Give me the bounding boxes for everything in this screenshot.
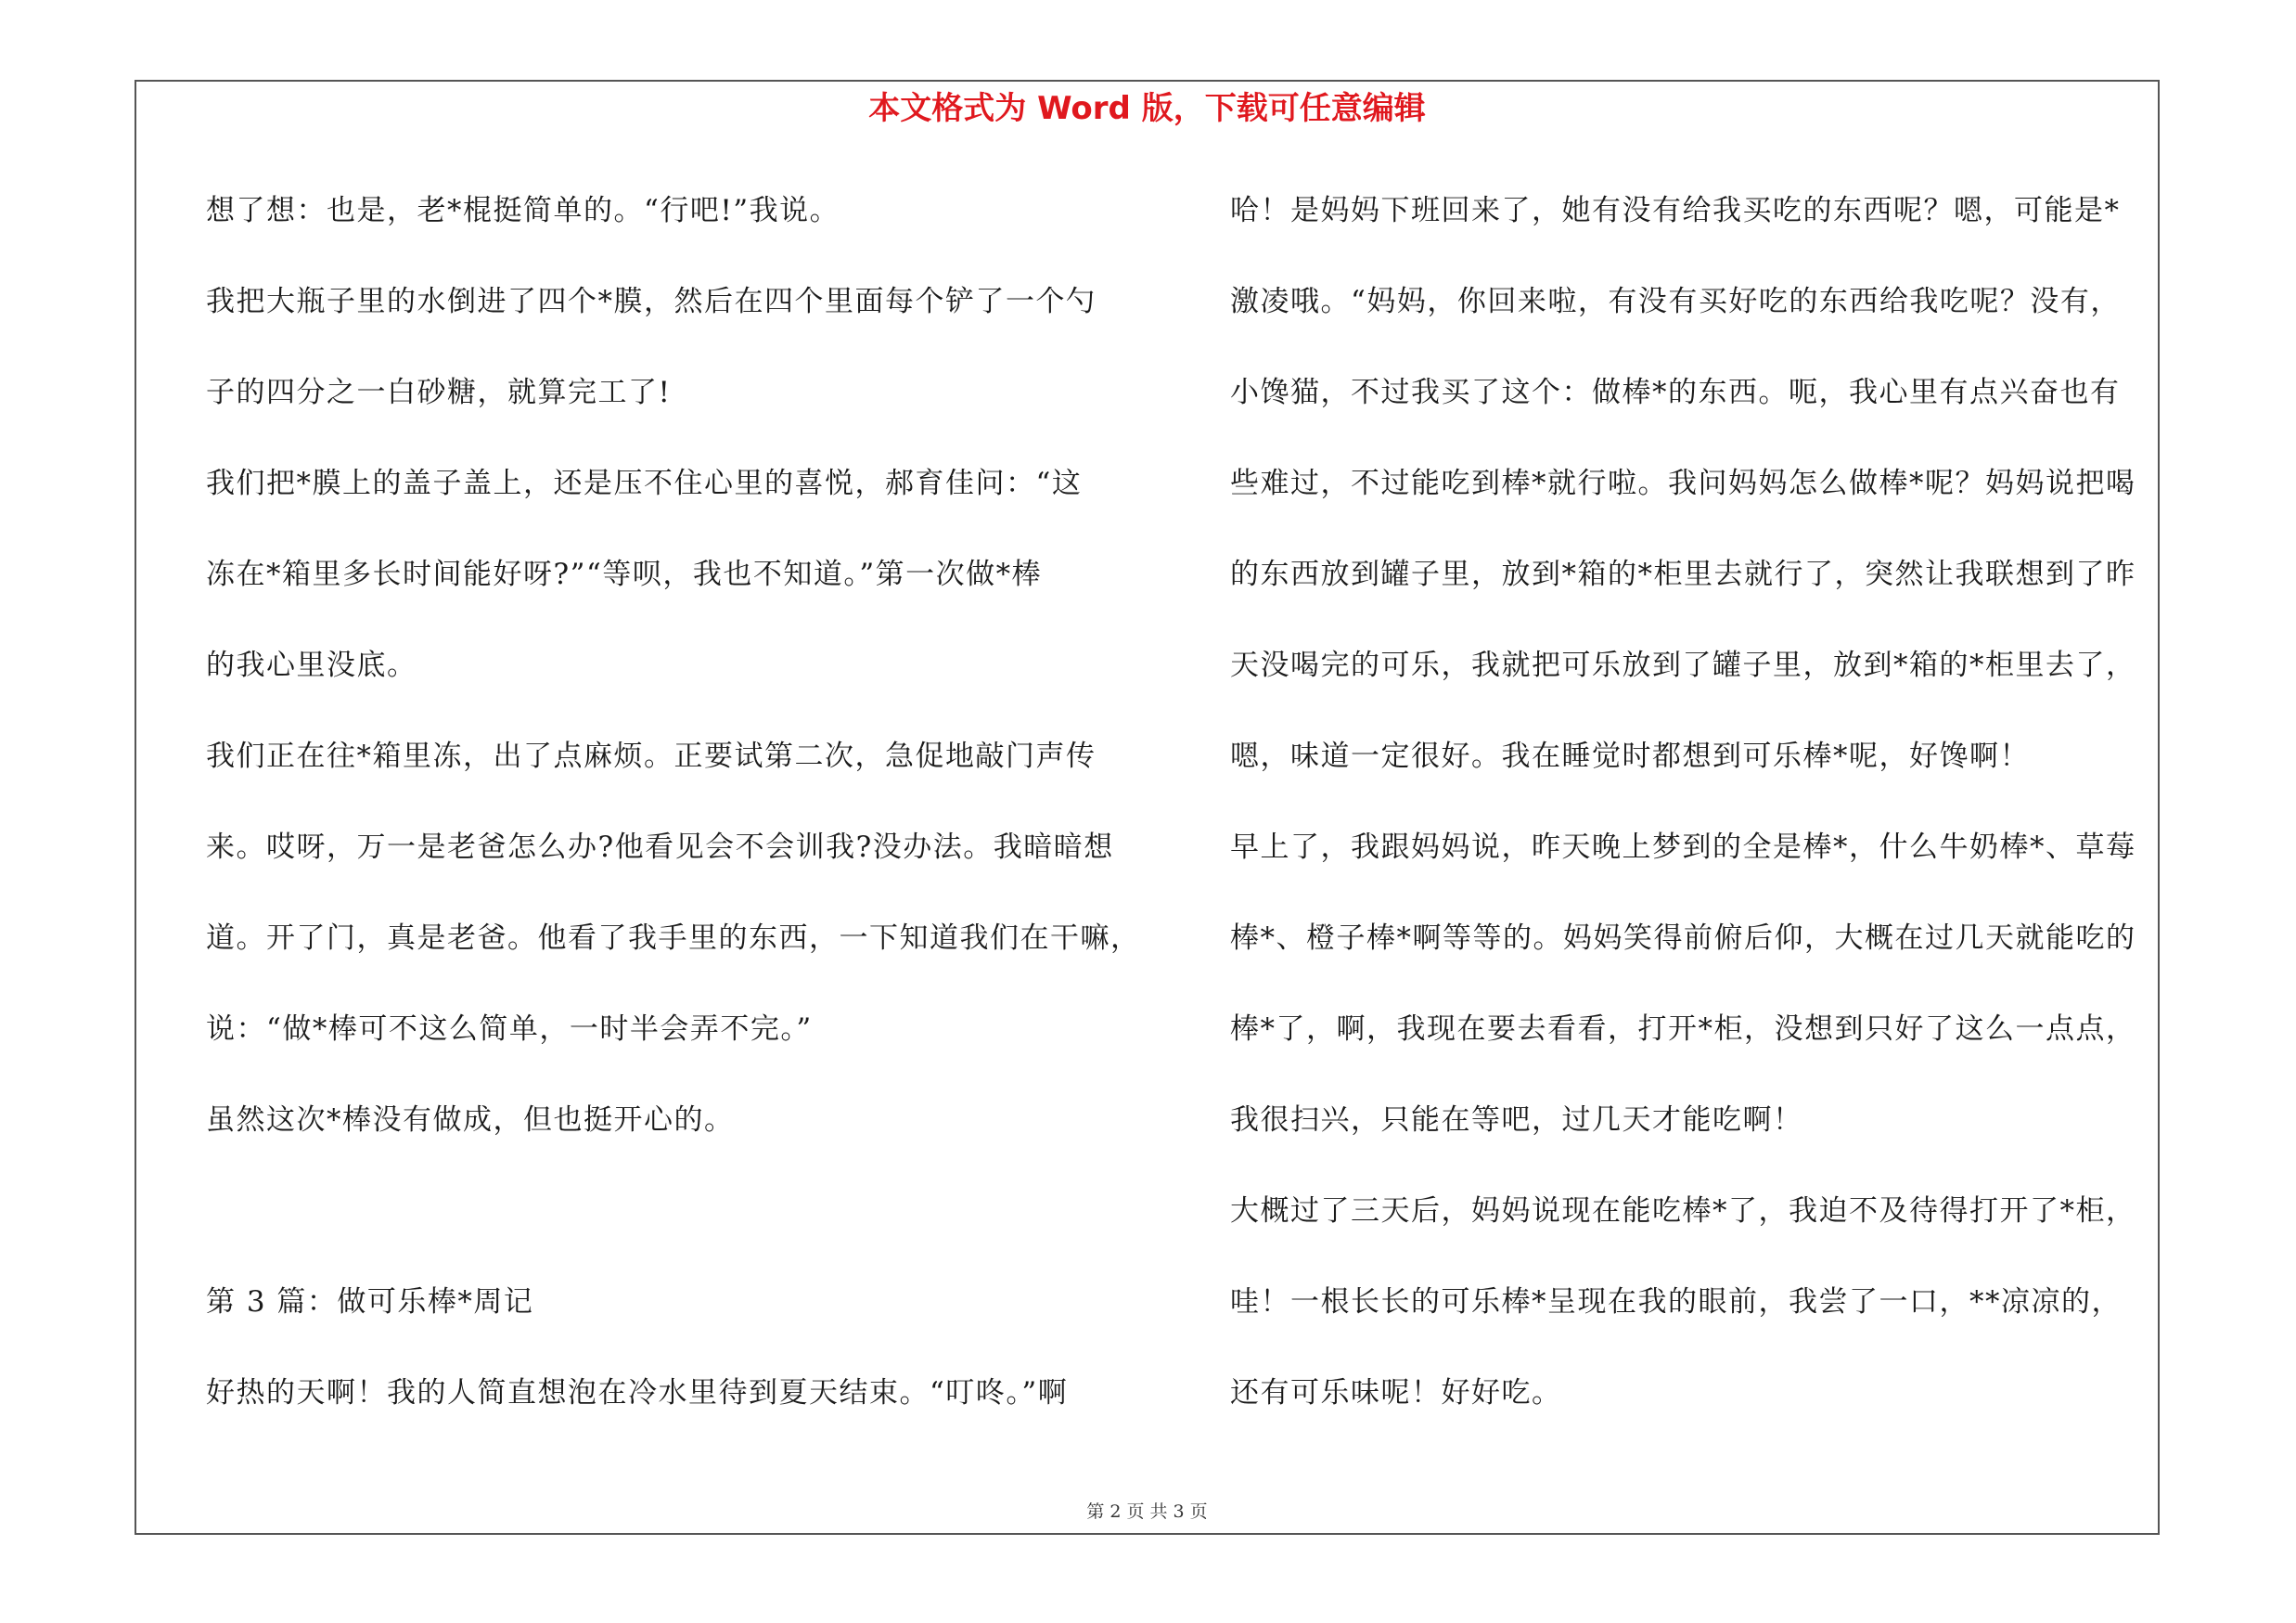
left-column-line: 虽然这次*棒没有做成，但也挺开心的。 (206, 1103, 735, 1137)
header-banner: 本文格式为 Word 版，下载可任意编辑 (868, 90, 1426, 127)
left-column-line: 我们把*膜上的盖子盖上，还是压不住心里的喜悦，郝育佳问：“这 (206, 467, 1083, 500)
left-column-line: 的我心里没底。 (206, 649, 417, 682)
left-column-line: 子的四分之一白砂糖，就算完工了! (206, 376, 672, 409)
right-column-line: 哈！是妈妈下班回来了，她有没有给我买吃的东西呢？嗯，可能是* (1230, 194, 2121, 227)
right-column-line: 还有可乐味呢！好好吃。 (1230, 1376, 1562, 1410)
right-column-line: 棒*了，啊，我现在要去看看，打开*柜，没想到只好了这么一点点， (1230, 1012, 2136, 1046)
left-column-line: 冻在*箱里多长时间能好呀?”“等呗，我也不知道。”第一次做*棒 (206, 558, 1043, 591)
left-column-line: 好热的天啊！我的人简直想泡在冷水里待到夏天结束。“叮咚。”啊 (206, 1376, 1069, 1410)
right-column-line: 我很扫兴，只能在等吧，过几天才能吃啊！ (1230, 1103, 1803, 1137)
right-column-line: 大概过了三天后，妈妈说现在能吃棒*了，我迫不及待得打开了*柜， (1230, 1194, 2136, 1228)
left-column-line: 来。哎呀，万一是老爸怎么办?他看见会不会训我?没办法。我暗暗想 (206, 831, 1114, 864)
right-text-column (1230, 183, 2167, 1456)
left-column-line: 我把大瓶子里的水倒进了四个*膜，然后在四个里面每个铲了一个勺 (206, 285, 1097, 318)
right-column-line: 天没喝完的可乐，我就把可乐放到了罐子里，放到*箱的*柜里去了， (1230, 649, 2136, 682)
page-indicator: 第 2 页 共 3 页 (1086, 1501, 1208, 1522)
right-column-line: 嗯，味道一定很好。我在睡觉时都想到可乐棒*呢，好馋啊！ (1230, 740, 2030, 773)
right-column-line: 小馋猫，不过我买了这个：做棒*的东西。呃，我心里有点兴奋也有 (1230, 376, 2121, 409)
right-column-line: 的东西放到罐子里，放到*箱的*柜里去就行了，突然让我联想到了昨 (1230, 558, 2136, 591)
left-column-line: 道。开了门，真是老爸。他看了我手里的东西，一下知道我们在干嘛， (206, 921, 1141, 955)
left-column-line: 说：“做*棒可不这么简单，一时半会弄不完。” (206, 1012, 813, 1046)
right-column-line: 棒*、橙子棒*啊等等的。妈妈笑得前俯后仰，大概在过几天就能吃的 (1230, 921, 2136, 955)
right-column-line: 些难过，不过能吃到棒*就行啦。我问妈妈怎么做棒*呢？妈妈说把喝 (1230, 467, 2136, 500)
left-column-line: 我们正在往*箱里冻，出了点麻烦。正要试第二次，急促地敲门声传 (206, 740, 1097, 773)
left-column-line: 想了想：也是，老*棍挺简单的。“行吧!”我说。 (206, 194, 840, 227)
left-column-line: 第 3 篇：做可乐棒*周记 (206, 1285, 534, 1319)
right-column-line: 激凌哦。“妈妈，你回来啦，有没有买好吃的东西给我吃呢？没有， (1230, 285, 2121, 318)
right-column-line: 哇！一根长长的可乐棒*呈现在我的眼前，我尝了一口，**凉凉的， (1230, 1285, 2122, 1319)
right-column-line: 早上了，我跟妈妈说，昨天晚上梦到的全是棒*，什么牛奶棒*、草莓 (1230, 831, 2136, 864)
left-column-line (206, 1183, 1134, 1274)
left-text-column (206, 183, 1141, 1456)
